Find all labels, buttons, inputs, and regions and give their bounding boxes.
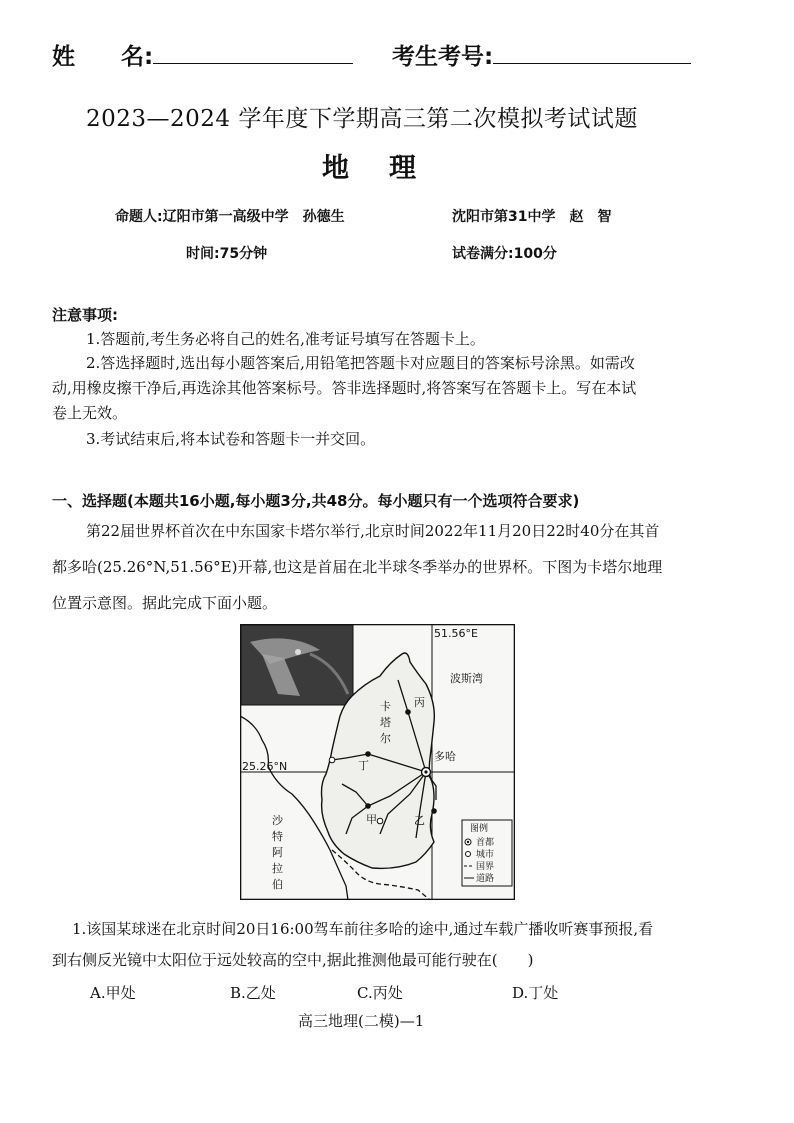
country-label-2: 塔	[380, 716, 391, 729]
saudi-label-2: 特	[272, 830, 283, 843]
doha-label: 多哈	[434, 750, 456, 763]
name-label: 姓 名:	[52, 44, 154, 70]
legend-city: 城市	[476, 850, 495, 860]
exam-title: 2023—2024 学年度下学期高三第二次模拟考试试题	[86, 106, 638, 132]
option-b[interactable]: B.乙处	[230, 984, 276, 1002]
saudi-label-5: 伯	[272, 878, 283, 891]
place-jia-label: 甲	[366, 813, 377, 826]
subject-title: 地理	[322, 153, 456, 184]
full-score: 试卷满分:100分	[452, 246, 557, 262]
country-label-3: 尔	[380, 732, 391, 745]
place-ding-marker	[365, 751, 371, 757]
student-id-blank[interactable]	[493, 45, 691, 64]
doha-capital-dot	[424, 770, 427, 773]
legend-border: 国界	[476, 862, 495, 872]
intro-line-1: 第22届世界杯首次在中东国家卡塔尔举行,北京时间2022年11月20日22时40分在其首	[86, 522, 660, 540]
intro-line-3: 位置示意图。据此完成下面小题。	[52, 594, 278, 612]
latitude-label: 25.26°N	[242, 760, 288, 773]
saudi-label-3: 阿	[272, 846, 283, 859]
place-bing-label: 丙	[414, 696, 425, 709]
gulf-label: 波斯湾	[450, 672, 483, 685]
option-a[interactable]: A.甲处	[90, 984, 136, 1002]
map-legend	[462, 820, 512, 886]
authors-left: 命题人:辽阳市第一高级中学 孙德生	[115, 209, 345, 225]
notice-item-1: 1.答题前,考生务必将自己的姓名,准考证号填写在答题卡上。	[86, 330, 485, 348]
page-footer: 高三地理(二模)—1	[298, 1012, 425, 1030]
option-c[interactable]: C.丙处	[357, 984, 403, 1002]
notice-item-2-line-3: 卷上无效。	[52, 404, 128, 422]
section-heading: 一、选择题(本题共16小题,每小题3分,共48分。每小题只有一个选项符合要求)	[52, 492, 580, 510]
legend-road: 道路	[476, 874, 495, 884]
notice-item-2-line-2: 动,用橡皮擦干净后,再选涂其他答案标号。答非选择题时,将答案写在答题卡上。写在本试	[52, 379, 637, 397]
place-yi-marker	[377, 818, 383, 824]
notice-item-3: 3.考试结束后,将本试卷和答题卡一并交回。	[86, 430, 376, 448]
student-id-label: 考生考号:	[392, 44, 494, 70]
qatar-location-map	[240, 624, 515, 900]
saudi-label-1: 沙	[272, 814, 283, 827]
option-d[interactable]: D.丁处	[512, 984, 559, 1002]
name-label-row	[52, 38, 353, 71]
place-ding-label: 丁	[358, 759, 369, 772]
saudi-label-4: 拉	[272, 862, 283, 875]
exam-time: 时间:75分钟	[186, 246, 268, 262]
city-marker-west	[329, 757, 335, 763]
country-label-1: 卡	[380, 700, 391, 713]
place-yi-label: 乙	[414, 814, 425, 827]
name-blank[interactable]	[153, 45, 353, 64]
notice-heading: 注意事项:	[52, 306, 118, 324]
intro-line-2: 都多哈(25.26°N,51.56°E)开幕,也这是首届在北半球冬季举办的世界杯。下图为卡塔尔地理	[52, 558, 663, 576]
id-label-row	[392, 38, 691, 71]
authors-right: 沈阳市第31中学 赵 智	[452, 209, 612, 225]
question-1-line-2: 到右侧反光镜中太阳位于远处较高的空中,据此推测他最可能行驶在( )	[52, 951, 534, 969]
legend-capital: 首都	[476, 838, 495, 848]
longitude-label: 51.56°E	[434, 627, 478, 640]
stadium-photo-inset	[241, 625, 353, 705]
place-yi-road-marker	[431, 808, 437, 814]
place-jia-marker	[365, 803, 371, 809]
place-bing-marker	[405, 709, 411, 715]
question-1-line-1: 1.该国某球迷在北京时间20日16:00驾车前往多哈的途中,通过车载广播收听赛事预报,看	[72, 920, 654, 938]
legend-title: 图例	[470, 824, 489, 834]
notice-item-2-line-1: 2.答选择题时,选出每小题答案后,用铅笔把答题卡对应题目的答案标号涂黑。如需改	[86, 354, 635, 372]
